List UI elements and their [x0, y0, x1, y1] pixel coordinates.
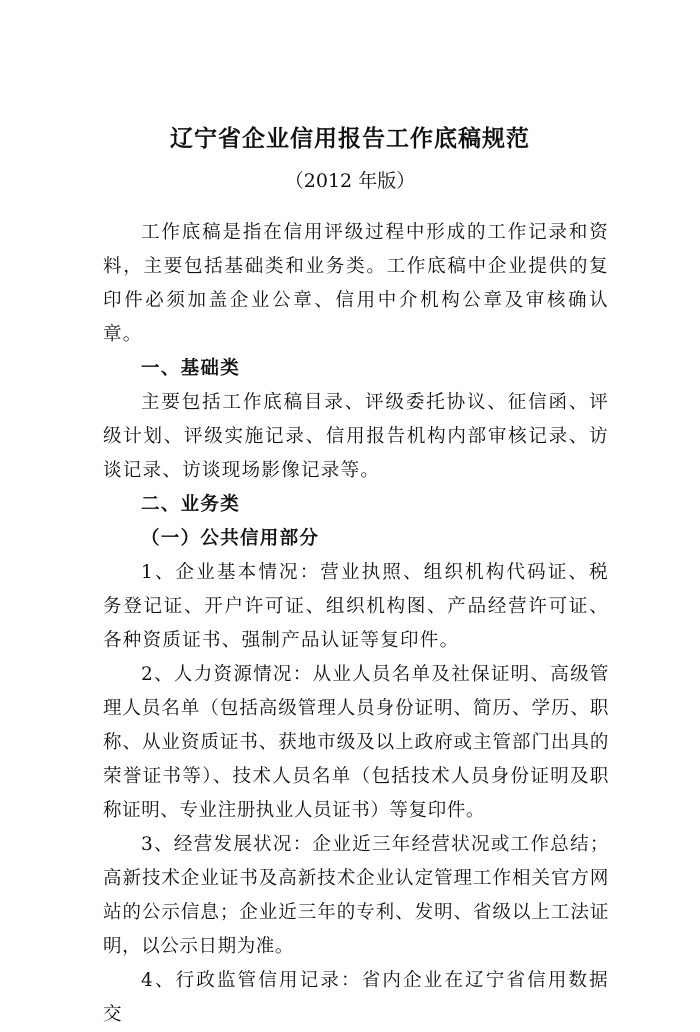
list-item-business-development: 3、经营发展状况：企业近三年经营状况或工作总结；高新技术企业证书及高新技术企业认定管理工作相关官方网站的公示信息；企业近三年的专利、发明、省级以上工法证明，以公示日期为准。 — [103, 834, 609, 957]
section-basic-paragraph: 主要包括工作底稿目录、评级委托协议、征信函、评级计划、评级实施记录、信用报告机构内部审核记录、访谈记录、访谈现场影像记录等。 — [103, 392, 609, 481]
document-title: 辽宁省企业信用报告工作底稿规范 — [170, 126, 530, 152]
section-heading-business: 二、业务类 — [141, 494, 241, 515]
list-item-human-resources: 2、人力资源情况：从业人员名单及社保证明、高级管理人员名单（包括高级管理人员身份证明、简历、学历、职称、从业资质证书、获地市级及以上政府或主管部门出具的荣誉证书等）、技术人员名单（包括技术人员身份证明及职称证明、专业注册执业人员证书）等复印件。 — [103, 664, 609, 821]
list-item-basic-info: 1、企业基本情况：营业执照、组织机构代码证、税务登记证、开户许可证、组织机构图、产品经营许可证、各种资质证书、强制产品认证等复印件。 — [103, 562, 609, 651]
list-item-administrative-records: 4、行政监管信用记录：省内企业在辽宁省信用数据交 — [103, 970, 609, 1025]
section-heading-basic: 一、基础类 — [141, 358, 241, 379]
document-body — [103, 216, 609, 1032]
intro-paragraph: 工作底稿是指在信用评级过程中形成的工作记录和资料，主要包括基础类和业务类。工作底稿中企业提供的复印件必须加盖企业公章、信用中介机构公章及审核确认章。 — [103, 222, 609, 345]
document-edition: （2012 年版） — [284, 170, 416, 192]
subsection-heading-public-credit: （一）公共信用部分 — [141, 528, 320, 549]
